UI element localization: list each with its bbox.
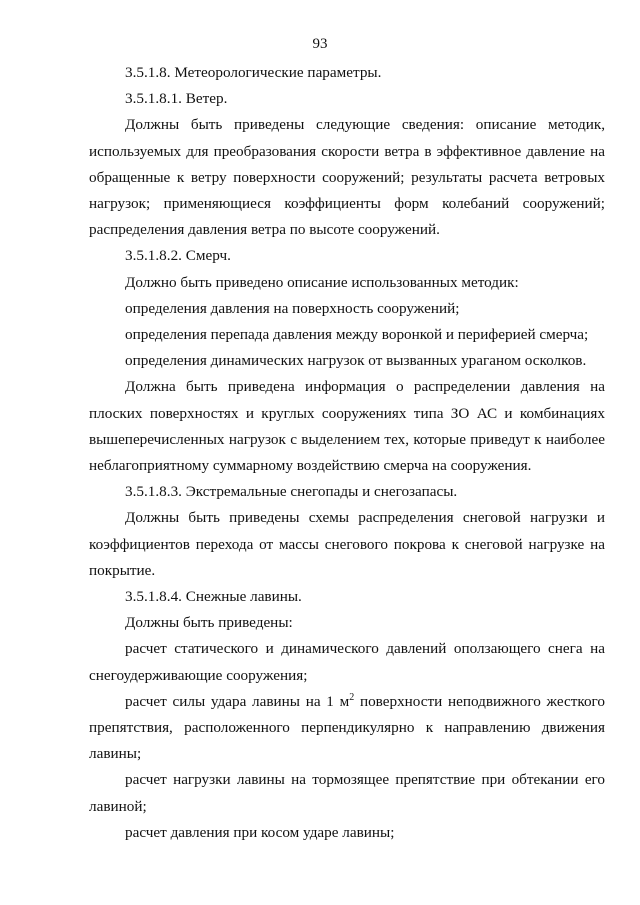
list-item-impact-force (89, 689, 605, 768)
impact-force-text-before: расчет силы удара лавины на 1 м (125, 692, 350, 710)
superscript-square: 2 (349, 691, 355, 703)
page-number: 93 (312, 36, 328, 52)
paragraph-tornado-methods: Должно быть приведено описание использованных методик: (125, 273, 519, 291)
list-item-dynamic-loads: определения динамических нагрузок от вызванных ураганом осколков. (125, 352, 587, 370)
subsection-heading-snowfall: 3.5.1.8.3. Экстремальные снегопады и снегозапасы. (125, 483, 458, 501)
paragraph-wind-requirements: Должны быть приведены следующие сведения: описание методик, используемых для преобразования скорости ветра в эффективное давление на обращенные к ветру поверхности сооружений; результаты расчета ветровых нагрузок; применяющиеся коэффициенты форм колебаний сооружений; распределения давления ветра по высоте сооружений. (89, 116, 605, 239)
paragraph-tornado-pressure-info: Должна быть приведена информация о распределении давления на плоских поверхностях и круглых сооружениях типа ЗО АС и комбинациях вышеперечисленных нагрузок с выделением тех, которые приведут к наиболее неблагоприятному суммарному воздействию смерча на сооружения. (89, 378, 605, 475)
list-item-creeping-snow: расчет статического и динамического давлений оползающего снега на снегоудерживающие сооружения; (89, 640, 605, 684)
section-heading-meteorological: 3.5.1.8. Метеорологические параметры. (125, 64, 382, 81)
subsection-heading-tornado: 3.5.1.8.2. Смерч. (125, 247, 231, 265)
list-item-braking-obstacle: расчет нагрузки лавины на тормозящее препятствие при обтекании его лавиной; (89, 771, 605, 815)
subsection-heading-avalanches: 3.5.1.8.4. Снежные лавины. (125, 588, 302, 606)
document-body (89, 60, 605, 846)
paragraph-avalanche-intro: Должны быть приведены: (125, 614, 293, 632)
list-item-oblique-impact: расчет давления при косом ударе лавины; (125, 823, 395, 841)
list-item-pressure-drop: определения перепада давления между воронкой и периферией смерча; (125, 326, 589, 344)
list-item-surface-pressure: определения давления на поверхность сооружений; (125, 299, 460, 317)
subsection-heading-wind: 3.5.1.8.1. Ветер. (125, 90, 228, 108)
impact-force-text-after: поверхности неподвижного жесткого препятствия, расположенного перпендикулярно к направлению движения лавины; (89, 692, 605, 763)
paragraph-snow-load: Должны быть приведены схемы распределения снеговой нагрузки и коэффициентов перехода от массы снегового покрова к снеговой нагрузке на покрытие. (89, 509, 605, 579)
